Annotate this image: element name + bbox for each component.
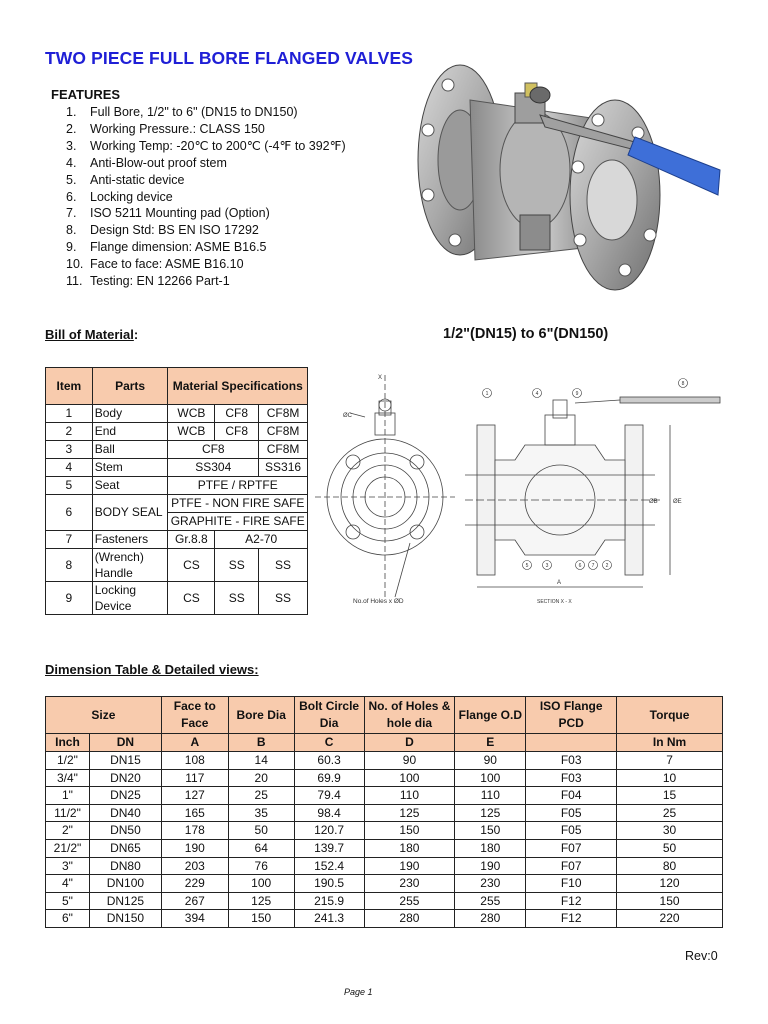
dim-cell: 125 xyxy=(364,804,455,822)
dim-cell: F04 xyxy=(526,787,617,805)
dim-cell: 80 xyxy=(617,857,723,875)
bom-cell: Ball xyxy=(92,441,168,459)
svg-text:4: 4 xyxy=(535,391,539,397)
feature-item xyxy=(66,104,346,121)
dim-sub-iso xyxy=(526,734,617,752)
dim-cell: 267 xyxy=(161,892,228,910)
bom-cell: Stem xyxy=(92,459,168,477)
dim-cell: F03 xyxy=(526,752,617,770)
dim-cell: 190.5 xyxy=(294,875,364,893)
svg-text:5: 5 xyxy=(525,563,529,569)
bom-col-material: Material Specifications xyxy=(168,368,308,405)
bom-cell: 9 xyxy=(46,582,93,615)
dim-cell: F07 xyxy=(526,857,617,875)
dim-cell: DN125 xyxy=(89,892,161,910)
dim-col-bolt: Bolt Circle Dia xyxy=(294,697,364,734)
svg-text:7: 7 xyxy=(591,563,595,569)
bom-cell: A2-70 xyxy=(215,531,308,549)
dim-cell: 15 xyxy=(617,787,723,805)
feature-number: 4. xyxy=(66,155,77,170)
dim-cell: DN80 xyxy=(89,857,161,875)
dim-cell: 10 xyxy=(617,769,723,787)
dim-cell: 152.4 xyxy=(294,857,364,875)
bom-cell: CS xyxy=(168,582,215,615)
section-label: SECTION X - X xyxy=(537,599,572,605)
dim-cell: 165 xyxy=(161,804,228,822)
dim-cell: 125 xyxy=(228,892,294,910)
dim-cell: 2" xyxy=(46,822,90,840)
bom-row xyxy=(46,423,308,441)
bom-col-parts: Parts xyxy=(92,368,168,405)
dim-cell: 3" xyxy=(46,857,90,875)
feature-item xyxy=(66,205,346,222)
dim-cell: 203 xyxy=(161,857,228,875)
dim-cell: 14 xyxy=(228,752,294,770)
feature-text: Locking device xyxy=(90,189,173,204)
bom-col-item: Item xyxy=(46,368,93,405)
bom-row xyxy=(46,495,308,513)
dim-cell: 230 xyxy=(364,875,455,893)
dim-col-flange: Flange O.D xyxy=(455,697,526,734)
bom-cell: SS xyxy=(215,549,259,582)
size-range-heading: 1/2"(DN15) to 6"(DN150) xyxy=(443,326,609,342)
dim-sub-d: D xyxy=(364,734,455,752)
document-title: TWO PIECE FULL BORE FLANGED VALVES xyxy=(45,48,413,68)
dim-cell: 100 xyxy=(228,875,294,893)
valve-illustration xyxy=(400,55,730,300)
feature-number: 7. xyxy=(66,206,77,221)
bom-cell: Locking Device xyxy=(92,582,168,615)
dim-cell: 11/2" xyxy=(46,804,90,822)
page-number: Page 1 xyxy=(344,987,373,997)
feature-item xyxy=(66,121,346,138)
dim-cell: 255 xyxy=(455,892,526,910)
dim-b-label: ØB xyxy=(649,499,658,505)
bom-cell: 6 xyxy=(46,495,93,531)
feature-text: Full Bore, 1/2" to 6" (DN15 to DN150) xyxy=(90,105,298,119)
feature-text: ISO 5211 Mounting pad (Option) xyxy=(90,206,270,221)
dim-sub-b: B xyxy=(228,734,294,752)
dim-e-label: ØE xyxy=(673,499,682,505)
dim-cell: 180 xyxy=(455,839,526,857)
feature-item xyxy=(66,256,346,273)
dim-cell: 7 xyxy=(617,752,723,770)
revision-label: Rev:0 xyxy=(685,949,718,963)
bom-cell: PTFE - NON FIRE SAFE xyxy=(168,495,308,513)
dim-cell: 150 xyxy=(617,892,723,910)
feature-number: 2. xyxy=(66,121,77,136)
dim-sub-dn: DN xyxy=(89,734,161,752)
dim-cell: 120.7 xyxy=(294,822,364,840)
dim-cell: 21/2" xyxy=(46,839,90,857)
bom-cell: 3 xyxy=(46,441,93,459)
dim-cell: 255 xyxy=(364,892,455,910)
dim-cell: 1/2" xyxy=(46,752,90,770)
dim-cell: 190 xyxy=(455,857,526,875)
dim-cell: 394 xyxy=(161,910,228,928)
dim-cell: 6" xyxy=(46,910,90,928)
dimension-table xyxy=(45,696,723,928)
bom-cell: WCB xyxy=(168,423,215,441)
dim-cell: 150 xyxy=(364,822,455,840)
bom-heading: Bill of Material: xyxy=(45,327,139,342)
feature-item xyxy=(66,189,346,206)
dim-cell: DN100 xyxy=(89,875,161,893)
dim-cell: 50 xyxy=(617,839,723,857)
dim-cell: 280 xyxy=(455,910,526,928)
dim-row xyxy=(46,857,723,875)
feature-number: 9. xyxy=(66,240,77,255)
dim-row xyxy=(46,787,723,805)
bom-cell: CF8M xyxy=(259,405,308,423)
dim-cell: 100 xyxy=(455,769,526,787)
dim-cell: 110 xyxy=(455,787,526,805)
dim-cell: 108 xyxy=(161,752,228,770)
bom-row xyxy=(46,477,308,495)
dim-cell: F03 xyxy=(526,769,617,787)
bom-row xyxy=(46,531,308,549)
dim-col-torque: Torque xyxy=(617,697,723,734)
feature-item xyxy=(66,172,346,189)
dim-cell: 50 xyxy=(228,822,294,840)
bom-row xyxy=(46,549,308,582)
dim-row xyxy=(46,875,723,893)
dimension-heading: Dimension Table & Detailed views: xyxy=(45,662,259,677)
bom-cell: SS xyxy=(259,549,308,582)
dim-cell: 241.3 xyxy=(294,910,364,928)
dim-cell: 230 xyxy=(455,875,526,893)
dim-cell: 100 xyxy=(364,769,455,787)
bom-header-row xyxy=(46,368,308,405)
feature-item xyxy=(66,222,346,239)
dim-col-iso: ISO Flange PCD xyxy=(526,697,617,734)
bom-cell: WCB xyxy=(168,405,215,423)
bom-cell: 4 xyxy=(46,459,93,477)
bom-cell: CF8 xyxy=(215,423,259,441)
dim-cell: F05 xyxy=(526,804,617,822)
dim-cell: 30 xyxy=(617,822,723,840)
bom-cell: Gr.8.8 xyxy=(168,531,215,549)
dim-row xyxy=(46,892,723,910)
dim-cell: 25 xyxy=(228,787,294,805)
dim-cell: 20 xyxy=(228,769,294,787)
bom-cell: GRAPHITE - FIRE SAFE xyxy=(168,513,308,531)
feature-text: Anti-Blow-out proof stem xyxy=(90,155,227,170)
dim-subheader-row xyxy=(46,734,723,752)
dim-cell: 190 xyxy=(161,839,228,857)
dim-cell: 5" xyxy=(46,892,90,910)
feature-number: 10. xyxy=(66,257,84,272)
feature-text: Working Temp: -20℃ to 200℃ (-4℉ to 392℉) xyxy=(90,138,346,153)
dim-cell: F10 xyxy=(526,875,617,893)
dim-cell: 178 xyxy=(161,822,228,840)
dim-row xyxy=(46,804,723,822)
dim-cell: DN50 xyxy=(89,822,161,840)
svg-text:9: 9 xyxy=(575,391,579,397)
bom-cell: SS304 xyxy=(168,459,259,477)
features-heading: FEATURES xyxy=(51,87,121,102)
svg-text:3: 3 xyxy=(545,563,549,569)
bom-cell: CF8 xyxy=(168,441,259,459)
dim-cell: 229 xyxy=(161,875,228,893)
dim-cell: 90 xyxy=(455,752,526,770)
dim-col-size: Size xyxy=(46,697,162,734)
technical-drawing xyxy=(315,365,740,615)
front-view xyxy=(315,375,455,600)
holes-label: No.of Holes x ØD xyxy=(353,598,404,605)
dim-sub-a: A xyxy=(161,734,228,752)
bom-cell: CF8M xyxy=(259,441,308,459)
bom-cell: 7 xyxy=(46,531,93,549)
feature-text: Flange dimension: ASME B16.5 xyxy=(90,240,267,255)
feature-item xyxy=(66,239,346,256)
bom-row xyxy=(46,405,308,423)
dim-cell: 150 xyxy=(455,822,526,840)
dim-cell: 64 xyxy=(228,839,294,857)
front-view-x-label: X xyxy=(378,375,383,381)
feature-number: 8. xyxy=(66,223,77,238)
bom-cell: Fasteners xyxy=(92,531,168,549)
bom-row xyxy=(46,459,308,477)
bom-cell: SS xyxy=(215,582,259,615)
dim-sub-torque: In Nm xyxy=(617,734,723,752)
dim-cell: DN15 xyxy=(89,752,161,770)
svg-text:2: 2 xyxy=(605,563,609,569)
bom-cell: (Wrench) Handle xyxy=(92,549,168,582)
bom-cell: 2 xyxy=(46,423,93,441)
bom-cell: Body xyxy=(92,405,168,423)
dim-cell: 1" xyxy=(46,787,90,805)
dim-sub-c: C xyxy=(294,734,364,752)
dim-cell: 35 xyxy=(228,804,294,822)
feature-text: Working Pressure.: CLASS 150 xyxy=(90,121,265,136)
bom-cell: End xyxy=(92,423,168,441)
dim-row xyxy=(46,910,723,928)
dim-cell: 25 xyxy=(617,804,723,822)
bom-cell: BODY SEAL xyxy=(92,495,168,531)
dim-row xyxy=(46,822,723,840)
bom-cell: CF8M xyxy=(259,423,308,441)
dim-cell: DN150 xyxy=(89,910,161,928)
dim-sub-inch: Inch xyxy=(46,734,90,752)
bom-cell: Seat xyxy=(92,477,168,495)
svg-text:1: 1 xyxy=(485,391,489,397)
dim-cell: 190 xyxy=(364,857,455,875)
feature-text: Testing: EN 12266 Part-1 xyxy=(90,274,230,289)
bill-of-material-table xyxy=(45,367,308,615)
section-view xyxy=(465,397,720,587)
dim-cell: 60.3 xyxy=(294,752,364,770)
dim-row xyxy=(46,752,723,770)
feature-number: 5. xyxy=(66,172,77,187)
dim-cell: 117 xyxy=(161,769,228,787)
feature-number: 3. xyxy=(66,138,77,153)
feature-item xyxy=(66,273,346,290)
dim-col-face: Face to Face xyxy=(161,697,228,734)
dim-cell: F05 xyxy=(526,822,617,840)
bom-cell: 8 xyxy=(46,549,93,582)
dim-cell: 69.9 xyxy=(294,769,364,787)
svg-text:6: 6 xyxy=(578,563,582,569)
dim-cell: 125 xyxy=(455,804,526,822)
dim-cell: F12 xyxy=(526,892,617,910)
dim-cell: 280 xyxy=(364,910,455,928)
dim-cell: 127 xyxy=(161,787,228,805)
dim-cell: DN40 xyxy=(89,804,161,822)
bom-cell: 5 xyxy=(46,477,93,495)
dim-cell: 120 xyxy=(617,875,723,893)
bom-row xyxy=(46,582,308,615)
dim-col-bore: Bore Dia xyxy=(228,697,294,734)
bom-cell: SS xyxy=(259,582,308,615)
dim-cell: 220 xyxy=(617,910,723,928)
dim-cell: 215.9 xyxy=(294,892,364,910)
dim-a-label: A xyxy=(557,580,562,586)
feature-text: Design Std: BS EN ISO 17292 xyxy=(90,223,259,238)
dim-col-holes: No. of Holes & hole dia xyxy=(364,697,455,734)
dim-cell: 90 xyxy=(364,752,455,770)
feature-item xyxy=(66,155,346,172)
dim-cell: 98.4 xyxy=(294,804,364,822)
dim-sub-e: E xyxy=(455,734,526,752)
dim-cell: DN20 xyxy=(89,769,161,787)
dim-cell: F12 xyxy=(526,910,617,928)
bom-row xyxy=(46,441,308,459)
dim-cell: DN65 xyxy=(89,839,161,857)
dim-cell: 150 xyxy=(228,910,294,928)
dim-row xyxy=(46,839,723,857)
bom-cell: 1 xyxy=(46,405,93,423)
feature-item xyxy=(66,138,346,155)
svg-text:8: 8 xyxy=(681,381,685,387)
bom-cell: CS xyxy=(168,549,215,582)
bom-cell: CF8 xyxy=(215,405,259,423)
bom-cell: SS316 xyxy=(259,459,308,477)
feature-number: 11. xyxy=(66,274,83,289)
dim-cell: DN25 xyxy=(89,787,161,805)
dim-cell: 139.7 xyxy=(294,839,364,857)
features-list xyxy=(66,104,346,290)
feature-text: Face to face: ASME B16.10 xyxy=(90,257,244,272)
feature-number: 6. xyxy=(66,189,77,204)
dim-cell: 110 xyxy=(364,787,455,805)
dim-cell: 180 xyxy=(364,839,455,857)
dim-cell: 76 xyxy=(228,857,294,875)
bom-cell: PTFE / RPTFE xyxy=(168,477,308,495)
dim-cell: 4" xyxy=(46,875,90,893)
dim-header-row xyxy=(46,697,723,734)
front-view-c-label: ØC xyxy=(343,413,352,419)
feature-number: 1. xyxy=(66,105,77,119)
dim-row xyxy=(46,769,723,787)
dim-cell: 79.4 xyxy=(294,787,364,805)
dim-cell: 3/4" xyxy=(46,769,90,787)
feature-text: Anti-static device xyxy=(90,172,185,187)
dim-cell: F07 xyxy=(526,839,617,857)
